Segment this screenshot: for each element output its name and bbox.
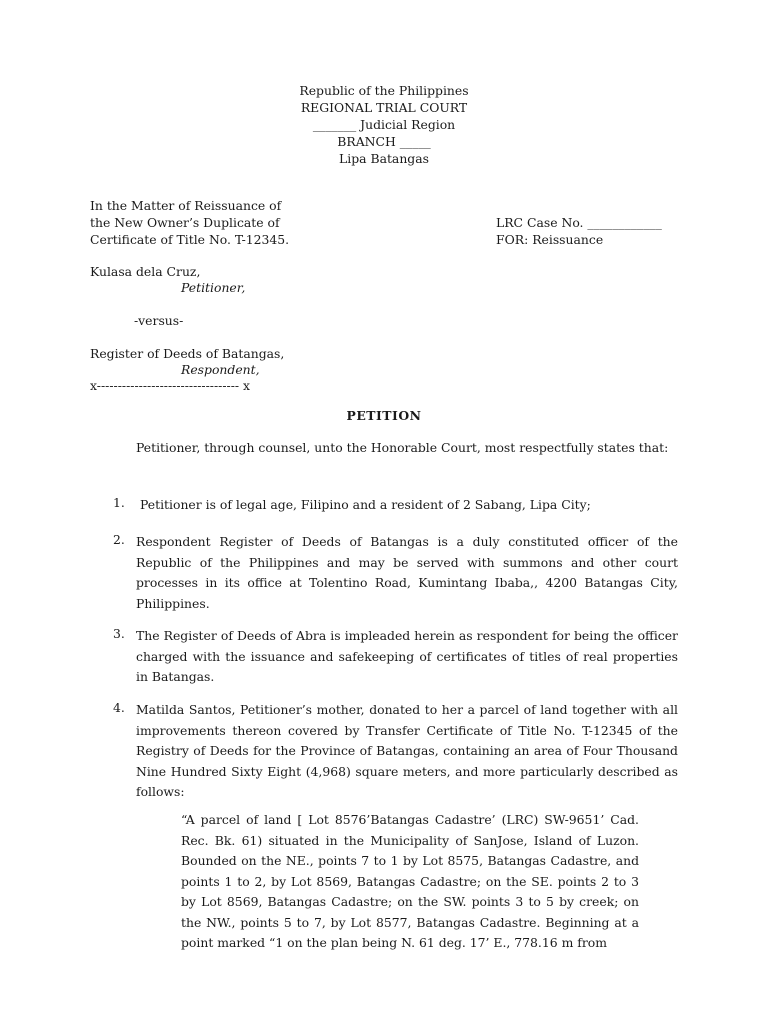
case-for: FOR: Reissuance: [496, 232, 604, 247]
petitioner-name: Kulasa dela Cruz,: [90, 264, 201, 279]
matter-line-1: In the Matter of Reissuance of: [90, 198, 282, 213]
property-description-quote: “A parcel of land [ Lot 8576’Batangas Cadastre’ (LRC) SW-9651’ Cad. Rec. Bk. 61) situated in the Municipality of SanJose, Island of Luzon. Bounded on the NE., points 7 to 1 by Lot 8575, Batangas Cadastre, and points 1 to 2, by Lot 8569, Batangas Cadastre; on the SE. points 2 to 3 by Lot 8569, Batangas Cadastre; on the SW. points 3 to 5 by creek; on the NW., points 5 to 7, by Lot 8577, Batangas Cadastre. Beginning at a point marked “1 on the plan being N. 61 deg. 17’ E., 778.16 m from: [181, 812, 639, 950]
versus-label: -versus-: [134, 313, 184, 328]
item-3-number: 3.: [113, 626, 125, 641]
item-3-text: The Register of Deeds of Abra is impleaded herein as respondent for being the officer charged with the issuance and safekeeping of certificates of titles of real properties in Batangas.: [136, 628, 678, 684]
header-region: _______ Judicial Region: [312, 117, 456, 132]
case-number: LRC Case No. ____________: [496, 215, 662, 230]
respondent-role: Respondent,: [181, 362, 260, 377]
header-court: REGIONAL TRIAL COURT: [300, 100, 468, 115]
header-location: Lipa Batangas: [339, 151, 429, 166]
item-4-text: Matilda Santos, Petitioner’s mother, donated to her a parcel of land together with all improvements thereon covered by Transfer Certificate of Title No. T-12345 of the Registry of Deeds for the Province of Batangas, containing an area of Four Thousand Nine Hundred Sixty Eight (4,968) square meters, and more particularly described as follows:: [136, 702, 678, 799]
item-1-text: Petitioner is of legal age, Filipino and a resident of 2 Sabang, Lipa City;: [140, 497, 591, 512]
caption-separator: x---------------------------------- x: [90, 378, 251, 393]
document-title: PETITION: [346, 408, 422, 423]
item-4-number: 4.: [113, 700, 125, 715]
item-2-text: Respondent Register of Deeds of Batangas is a duly constituted officer of the Republic of the Philippines and may be served with summons and other court processes in its office at Tolentino Road, Kumintang Ibaba,, 4200 Batangas City, Philippines.: [136, 534, 678, 611]
matter-line-3: Certificate of Title No. T-12345.: [90, 232, 290, 247]
respondent-name: Register of Deeds of Batangas,: [90, 346, 285, 361]
item-2-number: 2.: [113, 532, 125, 547]
header-branch: BRANCH _____: [337, 134, 431, 149]
intro-paragraph: Petitioner, through counsel, unto the Honorable Court, most respectfully states that:: [136, 440, 669, 455]
header-republic: Republic of the Philippines: [299, 83, 469, 98]
court-header: [0, 82, 768, 167]
matter-line-2: the New Owner’s Duplicate of: [90, 215, 280, 230]
item-1-number: 1.: [113, 495, 125, 510]
petitioner-role: Petitioner,: [181, 280, 246, 295]
